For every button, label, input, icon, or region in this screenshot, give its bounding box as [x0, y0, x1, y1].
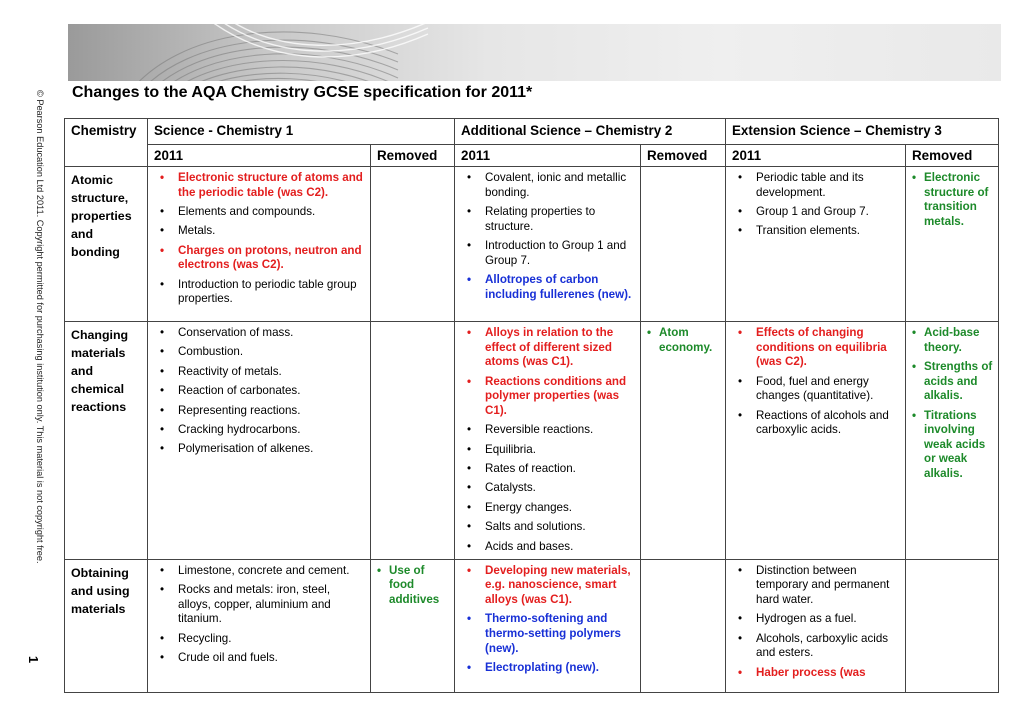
cell-c2-removed — [641, 559, 726, 692]
cell-c3-2011 — [726, 559, 906, 692]
list-item: • Acid-base theory. — [910, 326, 996, 355]
corner-cell: Chemistry — [65, 119, 148, 167]
subheader-row — [65, 145, 999, 167]
bullet-list — [726, 560, 905, 681]
list-item: • Electronic structure of transition metals. — [910, 171, 996, 229]
subheader-2011: 2011 — [455, 145, 641, 167]
header-banner — [68, 24, 1001, 81]
list-item: • Energy changes. — [461, 501, 634, 516]
cell-c2-2011 — [455, 322, 641, 560]
page-title: Changes to the AQA Chemistry GCSE specification for 2011* — [72, 84, 533, 101]
row-topic: Obtaining and using materials — [65, 559, 148, 692]
group-header-chemistry-2: Additional Science – Chemistry 2 — [455, 119, 726, 145]
bullet-list — [726, 167, 905, 239]
table-row — [65, 167, 999, 322]
bullet-list — [455, 322, 640, 554]
list-item: • Allotropes of carbon including fullerenes (new). — [461, 273, 634, 302]
list-item: • Use of food additives — [375, 564, 452, 608]
list-item: • Reactions conditions and polymer properties (was C1). — [461, 375, 634, 419]
copyright-text: © Pearson Education Ltd 2011. Copyright permitted for purchasing institution only. This material is not copyright free. — [35, 90, 45, 564]
cell-c1-removed — [371, 559, 455, 692]
cell-c1-2011 — [148, 559, 371, 692]
list-item: • Polymerisation of alkenes. — [154, 442, 364, 457]
list-item: • Limestone, concrete and cement. — [154, 564, 364, 579]
list-item: • Electronic structure of atoms and the periodic table (was C2). — [154, 171, 364, 200]
list-item: • Introduction to Group 1 and Group 7. — [461, 239, 634, 268]
list-item: • Recycling. — [154, 632, 364, 647]
group-header-chemistry-3: Extension Science – Chemistry 3 — [726, 119, 999, 145]
list-item: • Rocks and metals: iron, steel, alloys, copper, aluminium and titanium. — [154, 583, 364, 627]
cell-c3-removed — [906, 322, 999, 560]
list-item: • Catalysts. — [461, 481, 634, 496]
page-number: 1 — [26, 655, 42, 664]
list-item: • Hydrogen as a fuel. — [732, 612, 899, 627]
list-item: • Distinction between temporary and permanent hard water. — [732, 564, 899, 608]
copyright-side-note — [33, 90, 45, 610]
bullet-list — [455, 560, 640, 676]
list-item: • Cracking hydrocarbons. — [154, 423, 364, 438]
list-item: • Haber process (was — [732, 666, 899, 681]
cell-c3-removed — [906, 559, 999, 692]
list-item: • Alloys in relation to the effect of different sized atoms (was C1). — [461, 326, 634, 370]
list-item: • Periodic table and its development. — [732, 171, 899, 200]
list-item: • Reversible reactions. — [461, 423, 634, 438]
bullet-list — [148, 560, 370, 666]
list-item: • Rates of reaction. — [461, 462, 634, 477]
list-item: • Developing new materials, e.g. nanoscience, smart alloys (was C1). — [461, 564, 634, 608]
bullet-list — [371, 560, 454, 608]
list-item: • Effects of changing conditions on equilibria (was C2). — [732, 326, 899, 370]
list-item: • Charges on protons, neutron and electrons (was C2). — [154, 244, 364, 273]
bullet-list — [148, 167, 370, 307]
row-topic: Changing materials and chemical reactions — [65, 322, 148, 560]
bullet-list — [641, 322, 725, 355]
list-item: • Metals. — [154, 224, 364, 239]
cell-c1-2011 — [148, 322, 371, 560]
list-item: • Salts and solutions. — [461, 520, 634, 535]
list-item: • Conservation of mass. — [154, 326, 364, 341]
row-topic: Atomic structure, properties and bonding — [65, 167, 148, 322]
header-row — [65, 119, 999, 145]
list-item: • Transition elements. — [732, 224, 899, 239]
table-row — [65, 559, 999, 692]
subheader-2011: 2011 — [148, 145, 371, 167]
specification-table — [64, 118, 999, 693]
list-item: • Combustion. — [154, 345, 364, 360]
list-item: • Thermo-softening and thermo-setting polymers (new). — [461, 612, 634, 656]
cell-c2-2011 — [455, 559, 641, 692]
cell-c1-removed — [371, 322, 455, 560]
swirl-graphic — [68, 24, 1001, 81]
list-item: • Equilibria. — [461, 443, 634, 458]
cell-c2-removed — [641, 167, 726, 322]
subheader-2011: 2011 — [726, 145, 906, 167]
cell-c1-2011 — [148, 167, 371, 322]
bullet-list — [726, 322, 905, 438]
list-item: • Reactivity of metals. — [154, 365, 364, 380]
list-item: • Reaction of carbonates. — [154, 384, 364, 399]
bullet-list — [455, 167, 640, 302]
list-item: • Electroplating (new). — [461, 661, 634, 676]
list-item: • Food, fuel and energy changes (quantitative). — [732, 375, 899, 404]
table-row — [65, 322, 999, 560]
list-item: • Titrations involving weak acids or weak alkalis. — [910, 409, 996, 482]
subheader-removed: Removed — [906, 145, 999, 167]
bullet-list — [148, 322, 370, 457]
list-item: • Crude oil and fuels. — [154, 651, 364, 666]
cell-c2-2011 — [455, 167, 641, 322]
cell-c3-removed — [906, 167, 999, 322]
group-header-chemistry-1: Science - Chemistry 1 — [148, 119, 455, 145]
list-item: • Reactions of alcohols and carboxylic acids. — [732, 409, 899, 438]
list-item: • Acids and bases. — [461, 540, 634, 555]
bullet-list — [906, 167, 998, 229]
cell-c2-removed — [641, 322, 726, 560]
list-item: • Representing reactions. — [154, 404, 364, 419]
cell-c3-2011 — [726, 322, 906, 560]
list-item: • Atom economy. — [645, 326, 723, 355]
list-item: • Strengths of acids and alkalis. — [910, 360, 996, 404]
list-item: • Group 1 and Group 7. — [732, 205, 899, 220]
subheader-removed: Removed — [371, 145, 455, 167]
list-item: • Introduction to periodic table group properties. — [154, 278, 364, 307]
list-item: • Alcohols, carboxylic acids and esters. — [732, 632, 899, 661]
cell-c1-removed — [371, 167, 455, 322]
subheader-removed: Removed — [641, 145, 726, 167]
list-item: • Covalent, ionic and metallic bonding. — [461, 171, 634, 200]
cell-c3-2011 — [726, 167, 906, 322]
bullet-list — [906, 322, 998, 482]
list-item: • Relating properties to structure. — [461, 205, 634, 234]
list-item: • Elements and compounds. — [154, 205, 364, 220]
